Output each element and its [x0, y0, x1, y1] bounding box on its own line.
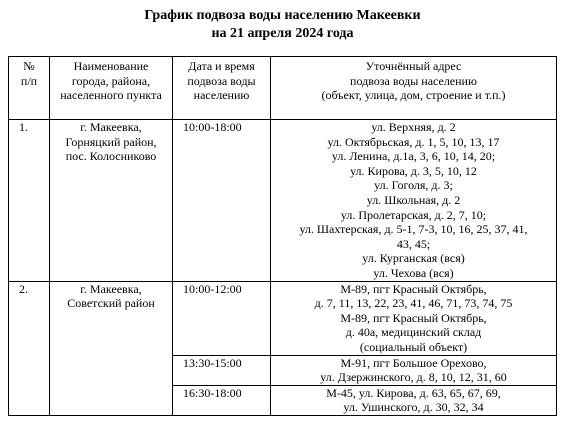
water-schedule-table: [8, 56, 557, 416]
document-title-line-2: на 21 апреля 2024 года: [211, 26, 354, 41]
address-line: ул. Школьная, д. 2: [366, 192, 461, 207]
address-line: д. 7, 11, 13, 22, 23, 41, 46, 71, 73, 74, 75: [314, 296, 513, 311]
address-line: ул. Чехова (вся): [373, 265, 454, 280]
header-address-line: (объект, улица, дом, строение и т.п.): [321, 88, 506, 103]
header-locality-line: населенного пункта: [60, 88, 162, 103]
locality-line: пос. Колосниково: [65, 149, 157, 164]
row-time: 10:00-12:00: [173, 281, 271, 355]
address-line: ул. Курганская (вся): [362, 251, 465, 266]
header-datetime-line: населению: [193, 88, 250, 103]
header-number: [9, 57, 50, 120]
address-line: ул. Дзержинского, д. 8, 10, 12, 31, 60: [320, 370, 507, 385]
address-line: 43, 45;: [396, 236, 431, 251]
row-time: 10:00-18:00: [173, 120, 271, 282]
row-number: 2.: [9, 281, 50, 415]
header-address: [271, 57, 557, 120]
row-address: [271, 355, 557, 385]
address-line: М-89, пгт Красный Октябрь,: [340, 310, 487, 325]
table-row: [9, 281, 557, 355]
address-line: ул. Пролетарская, д. 2, 7, 10;: [340, 207, 487, 222]
row-locality: [50, 120, 173, 282]
header-locality-line: Наименование: [73, 59, 149, 73]
address-line: ул. Шахтерская, д. 5-1, 7-3, 10, 16, 25, 37, 41,: [299, 222, 528, 237]
address-line: ул. Октябрьская, д. 1, 5, 10, 13, 17: [327, 134, 500, 149]
table-row: [9, 120, 557, 282]
document-title-line-1: График подвоза воды населению Макеевки: [144, 8, 421, 23]
header-address-line: Уточнённый адрес: [365, 59, 462, 73]
address-line: ул. Ушинского, д. 30, 32, 34: [343, 400, 484, 415]
address-line: ул. Гоголя, д. 3;: [374, 178, 453, 193]
header-number-line: №: [23, 59, 35, 73]
header-datetime-line: Дата и время: [188, 59, 255, 73]
row-locality: [50, 281, 173, 415]
header-number-line: п/п: [20, 73, 38, 88]
locality-line: Советский район: [67, 296, 155, 311]
locality-line: г. Макеевка,: [80, 281, 142, 296]
address-line: д. 40а, медицинский склад: [345, 325, 482, 340]
header-address-line: подвоза воды населению: [350, 73, 477, 88]
row-time: 13:30-15:00: [173, 355, 271, 385]
row-time: 16:30-18:00: [173, 385, 271, 415]
address-line: М-89, пгт Красный Октябрь,: [340, 281, 487, 296]
row-address: [271, 281, 557, 355]
locality-line: Горняцкий район,: [65, 134, 157, 149]
locality-line: г. Макеевка,: [80, 120, 142, 134]
row-address: [271, 120, 557, 282]
address-line: М-91, пгт Большое Орехово,: [340, 355, 487, 370]
header-datetime: [173, 57, 271, 120]
address-line: (социальный объект): [359, 339, 468, 354]
header-datetime-line: подвоза воды: [187, 73, 256, 88]
address-line: ул. Кирова, д. 3, 5, 10, 12: [350, 163, 477, 178]
header-locality-line: города, района,: [71, 73, 151, 88]
header-row: [9, 57, 557, 120]
header-locality: [50, 57, 173, 120]
address-line: ул. Верхняя, д. 2: [371, 120, 456, 134]
row-address: [271, 385, 557, 415]
address-line: М-45, ул. Кирова, д. 63, 65, 67, 69,: [326, 385, 501, 400]
row-number: 1.: [9, 120, 50, 282]
address-line: ул. Ленина, д.1а, 3, 6, 10, 14, 20;: [331, 149, 496, 164]
